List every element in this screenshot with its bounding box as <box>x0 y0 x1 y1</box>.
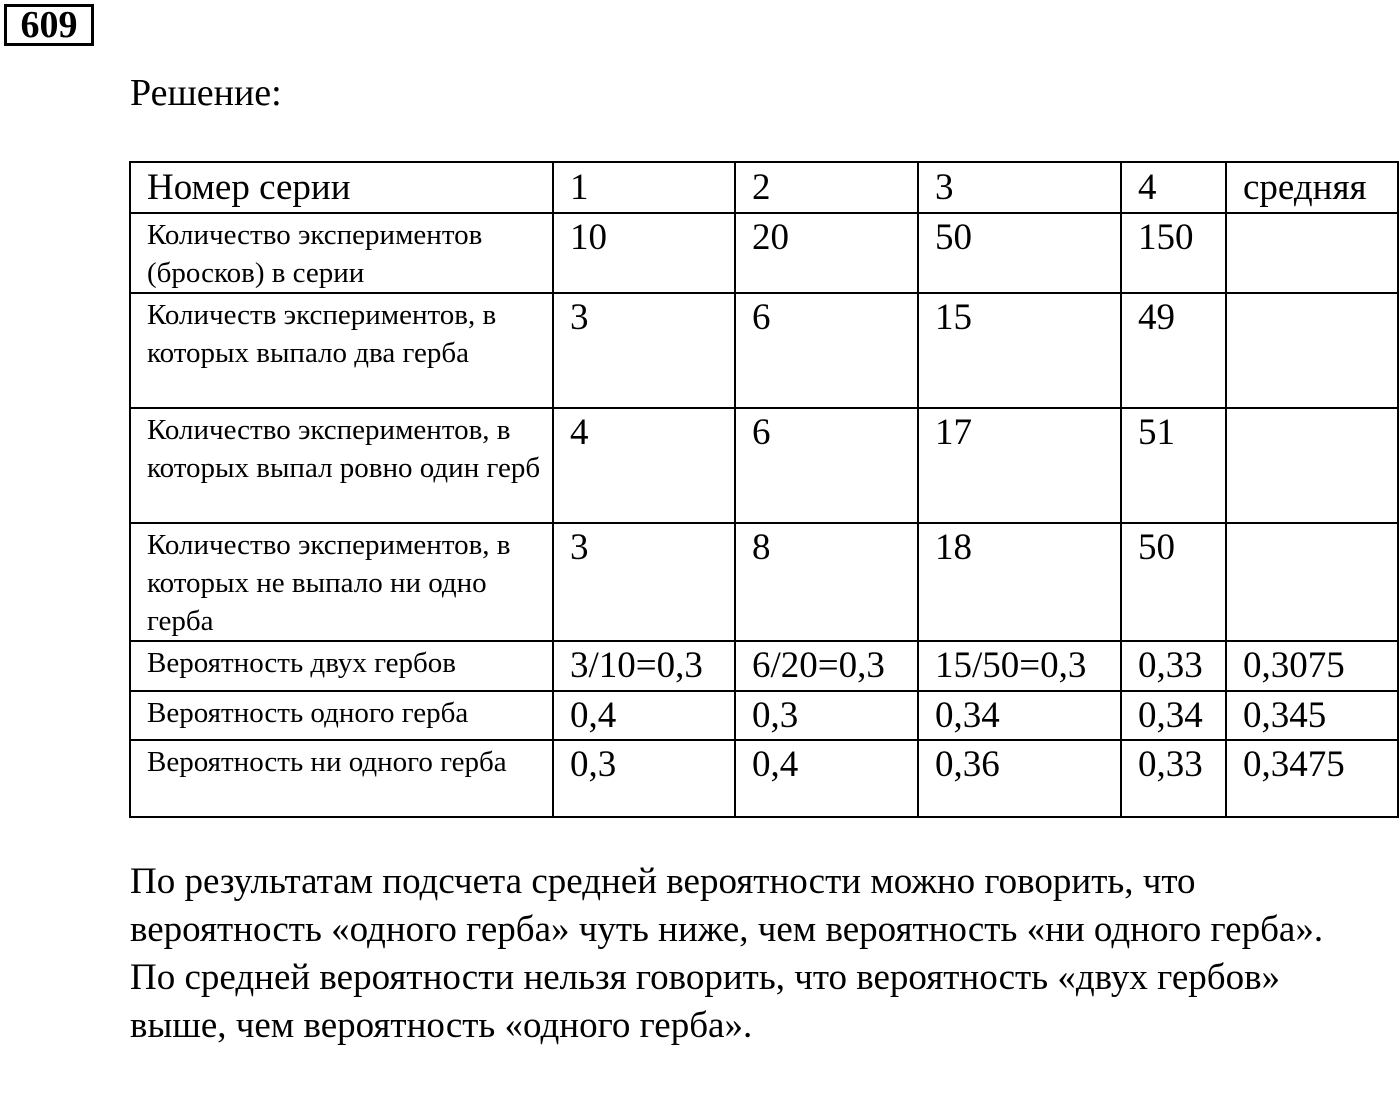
table-cell: 6 <box>735 293 918 408</box>
table-cell: 0,3 <box>553 740 735 817</box>
table-cell: 51 <box>1121 408 1226 523</box>
table-cell: 10 <box>553 213 735 293</box>
table-header-cell: Номер серии <box>130 162 553 213</box>
table-cell: 6/20=0,3 <box>735 641 918 691</box>
table-row <box>130 408 1398 523</box>
table-cell: 0,3475 <box>1226 740 1398 817</box>
table-cell: 50 <box>918 213 1121 293</box>
table-cell <box>1226 213 1398 293</box>
table-cell: 0,33 <box>1121 740 1226 817</box>
conclusion-paragraph: По средней вероятности нельзя говорить, что вероятность «двух гербов» выше, чем вероятность «одного герба». <box>130 957 1281 1046</box>
table-cell: 0,36 <box>918 740 1121 817</box>
conclusion-text <box>130 858 1380 1050</box>
table-header-cell: 1 <box>553 162 735 213</box>
table-cell <box>1226 408 1398 523</box>
table-cell: 18 <box>918 523 1121 641</box>
table-cell: 4 <box>553 408 735 523</box>
table-cell <box>1226 293 1398 408</box>
table-cell: 6 <box>735 408 918 523</box>
table-cell: 17 <box>918 408 1121 523</box>
table-cell: 0,34 <box>1121 691 1226 740</box>
table-cell: 20 <box>735 213 918 293</box>
table-row <box>130 293 1398 408</box>
table-header-cell: средняя <box>1226 162 1398 213</box>
table-row <box>130 213 1398 293</box>
table-header-cell: 3 <box>918 162 1121 213</box>
table-cell: 50 <box>1121 523 1226 641</box>
table-cell: 3 <box>553 523 735 641</box>
row-label: Количеств экспериментов, в которых выпало два герба <box>130 293 553 408</box>
table-cell: 0,345 <box>1226 691 1398 740</box>
table-cell: 0,3 <box>735 691 918 740</box>
table-row <box>130 641 1398 691</box>
table-cell: 49 <box>1121 293 1226 408</box>
table-header-cell: 2 <box>735 162 918 213</box>
row-label: Количество экспериментов, в которых не выпало ни одно герба <box>130 523 553 641</box>
table-header-row <box>130 162 1398 213</box>
solution-label: Решение: <box>130 72 282 114</box>
table-cell: 0,4 <box>553 691 735 740</box>
results-table <box>129 161 1399 818</box>
table-row <box>130 523 1398 641</box>
table-cell: 0,33 <box>1121 641 1226 691</box>
table-cell: 8 <box>735 523 918 641</box>
table-row <box>130 740 1398 817</box>
row-label: Вероятность двух гербов <box>130 641 553 691</box>
row-label: Вероятность ни одного герба <box>130 740 553 817</box>
table-row <box>130 691 1398 740</box>
table-cell: 15 <box>918 293 1121 408</box>
table-cell: 15/50=0,3 <box>918 641 1121 691</box>
table-cell: 3 <box>553 293 735 408</box>
row-label: Вероятность одного герба <box>130 691 553 740</box>
conclusion-paragraph: По результатам подсчета средней вероятности можно говорить, что вероятность «одного герба» чуть ниже, чем вероятность «ни одного герба». <box>130 861 1324 950</box>
problem-number: 609 <box>4 4 94 46</box>
table-cell: 150 <box>1121 213 1226 293</box>
table-header-cell: 4 <box>1121 162 1226 213</box>
row-label: Количество экспериментов (бросков) в серии <box>130 213 553 293</box>
table-cell: 3/10=0,3 <box>553 641 735 691</box>
table-cell: 0,34 <box>918 691 1121 740</box>
table-cell: 0,4 <box>735 740 918 817</box>
row-label: Количество экспериментов, в которых выпал ровно один герб <box>130 408 553 523</box>
table-cell: 0,3075 <box>1226 641 1398 691</box>
table-cell <box>1226 523 1398 641</box>
